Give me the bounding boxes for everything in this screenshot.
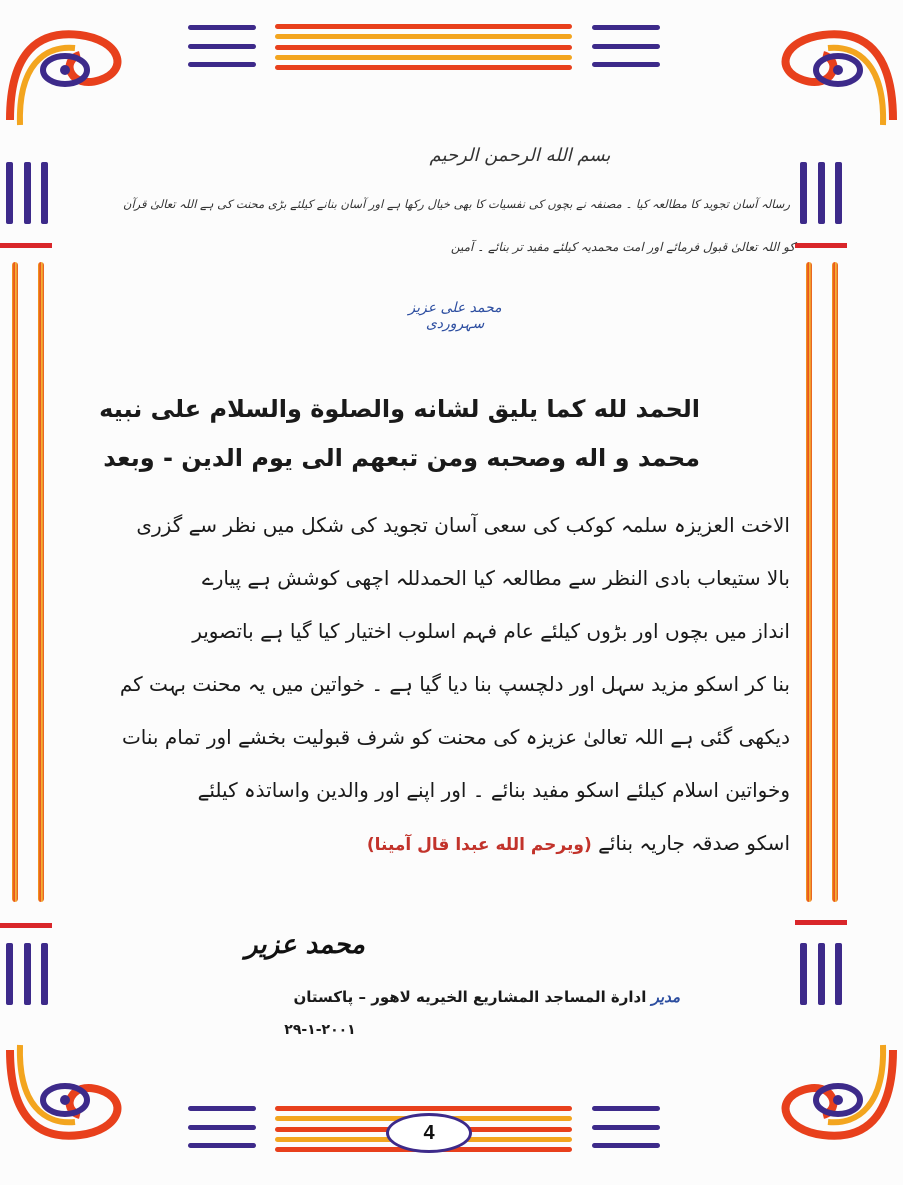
body-line-6: وخواتین اسلام کیلئے اسکو مفید بنائے ۔ اور اپنے اور والدین واساتذہ کیلئے (197, 778, 790, 802)
signoff-title-row (130, 988, 680, 1006)
handwritten-bismillah: بسم الله الرحمن الرحیم (429, 145, 611, 166)
body-last-line (90, 831, 790, 855)
page-number: 4 (423, 1121, 435, 1144)
right-bottom-red-line (795, 920, 847, 925)
bottom-left-purple-band (188, 1106, 256, 1148)
body-last-line-text: اسکو صدقہ جاریہ بنائے (598, 831, 790, 855)
top-left-purple-band (188, 25, 256, 67)
corner-ornament-bottom-right (753, 1040, 903, 1160)
right-top-red-line (795, 243, 847, 248)
body-line-2: بالا ستیعاب بادی النظر سے مطالعہ کیا الحمدللہ اچھی کوشش ہے پیارے (201, 566, 790, 590)
handwritten-note-line-1: رسالہ آسان تجوید کا مطالعہ کیا ۔ مصنفہ نے بچوں کی نفسیات کا بھی خیال رکھا ہے اور آسان بنانے کیلئے بڑی محنت کی ہے اللہ تعالیٰ قرآن (123, 197, 790, 211)
handwritten-signature: محمد علی عزیز سہروردی (408, 300, 502, 332)
right-vertical-stripes (806, 262, 838, 902)
signoff-title-prefix: مدیر (651, 988, 680, 1006)
left-bottom-purple-bars (6, 943, 48, 1005)
top-right-purple-band (592, 25, 660, 67)
signoff-name: محمد عزیر (245, 930, 365, 960)
signoff-date: ۲۹-۱-۲۰۰۱ (284, 1022, 356, 1038)
left-vertical-stripes (12, 262, 44, 902)
signoff-title: ادارة المساجد المشاريع الخيريه لاهور – پاکستان (293, 988, 647, 1006)
handwritten-note-line-2: کو اللہ تعالیٰ قبول فرمائے اور امت محمدیہ کیلئے مفید تر بنائے ۔ آمین (450, 240, 795, 254)
page-number-badge (386, 1113, 472, 1153)
right-bottom-purple-bars (800, 943, 842, 1005)
body-line-4: بنا کر اسکو مزید سہل اور دلچسپ بنا دیا گیا ہے ۔ خواتین میں یہ محنت بہت کم (119, 672, 790, 696)
body-line-1: الاخت العزیزہ سلمہ کوکب کی سعی آسان تجوید کی شکل میں نظر سے گزری (136, 513, 790, 537)
corner-ornament-top-right (753, 10, 903, 130)
corner-ornament-bottom-left (0, 1040, 150, 1160)
corner-ornament-top-left (0, 10, 150, 130)
bottom-right-purple-band (592, 1106, 660, 1148)
left-bottom-red-line (0, 923, 52, 928)
top-center-orange-band (275, 24, 572, 70)
closing-dua: (ويرحم الله عبدا قال آمينا) (366, 835, 592, 855)
right-top-purple-bars (800, 162, 842, 224)
heading-line-2: محمد و اله وصحبه ومن تبعهم الى يوم الدين - وبعد (103, 444, 700, 472)
left-top-purple-bars (6, 162, 48, 224)
heading-line-1: الحمد لله كما يليق لشانه والصلوة والسلام على نبيه (99, 395, 700, 423)
body-line-3: انداز میں بچوں اور بڑوں کیلئے عام فہم اسلوب اختیار کیا گیا ہے باتصویر (192, 619, 790, 643)
left-top-red-line (0, 243, 52, 248)
body-line-5: دیکھی گئی ہے اللہ تعالیٰ عزیزہ کی محنت کو شرف قبولیت بخشے اور تمام بنات (121, 725, 790, 749)
